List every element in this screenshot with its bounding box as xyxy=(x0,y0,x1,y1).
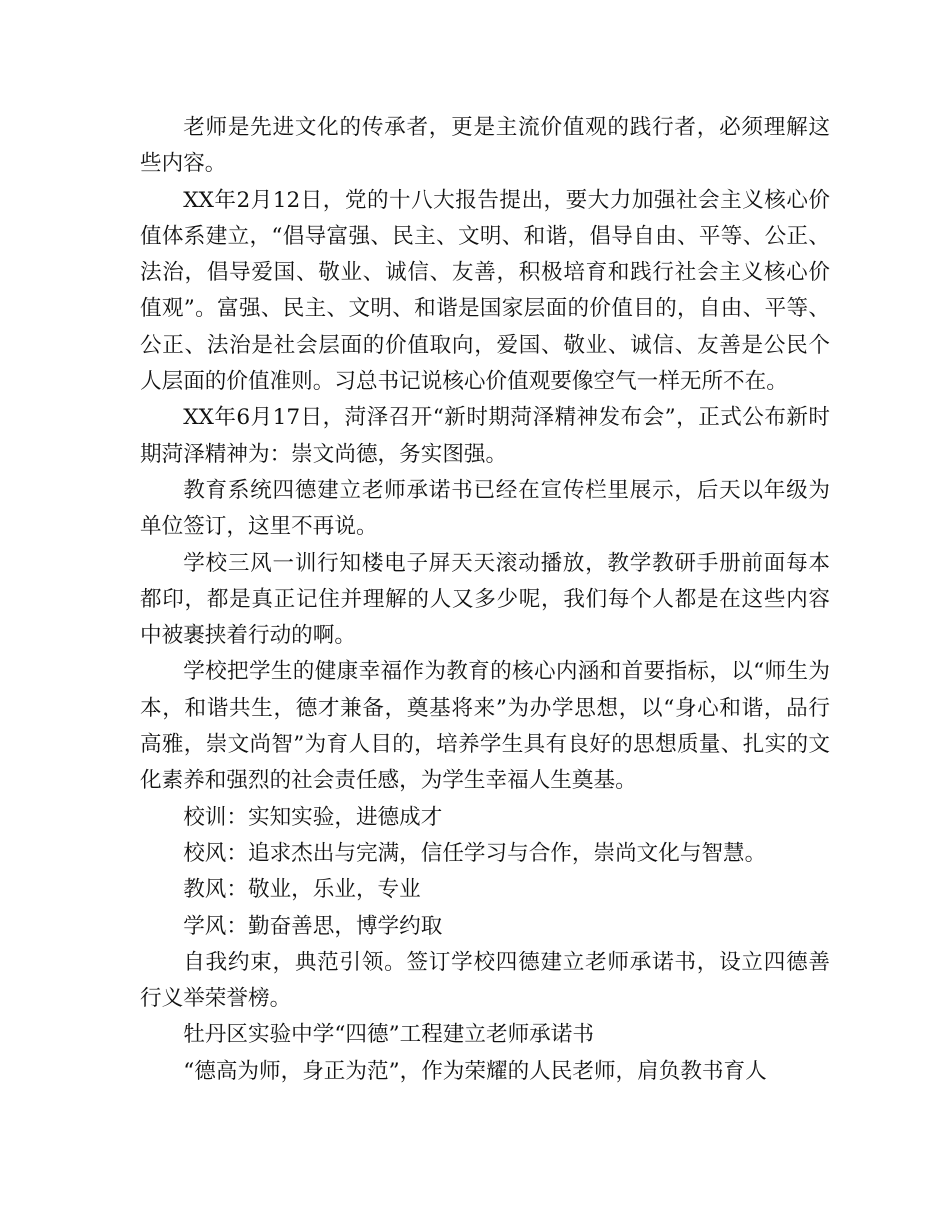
paragraph-school-philosophy: 学校把学生的健康幸福作为教育的核心内涵和首要指标，以“师生为本，和谐共生，德才兼备，奠基将来”为办学思想，以“身心和谐，品行高雅，崇文尚智”为育人目的，培养学生具有良好的思想质量、扎实的文化素养和强烈的社会责任感，为学生幸福人生奠基。 xyxy=(140,659,830,794)
paragraph-school-motto: 校训：实知实验，进德成才 xyxy=(183,804,443,830)
paragraph-heze-spirit: XX年6月17日，菏泽召开“新时期菏泽精神发布会”，正式公布新时期菏泽精神为：崇文尚德，务实图强。 xyxy=(140,405,830,467)
paragraph-teaching-style: 教风：敬业，乐业，专业 xyxy=(183,877,421,903)
paragraph-study-style: 学风：勤奋善思，博学约取 xyxy=(183,913,443,939)
paragraph-pledge-display: 教育系统四德建立老师承诺书已经在宣传栏里展示，后天以年级为单位签订，这里不再说。 xyxy=(140,477,830,540)
paragraph-self-discipline: 自我约束，典范引领。签订学校四德建立老师承诺书，设立四德善行义举荣誉榜。 xyxy=(140,949,830,1012)
paragraph-school-motto-display: 学校三风一训行知楼电子屏天天滚动播放，教学教研手册前面每本都印，都是真正记住并理解的人又多少呢，我们每个人都是在这些内容中被裹挟着行动的啊。 xyxy=(140,550,830,649)
paragraph-pledge-title: 牡丹区实验中学“四德”工程建立老师承诺书 xyxy=(183,1022,594,1048)
paragraph-school-ethos: 校风：追求杰出与完满，信任学习与合作，崇尚文化与智慧。 xyxy=(183,840,767,866)
paragraph-pledge-opening: “德高为师，身正为范”，作为荣耀的人民老师，肩负教书育人 xyxy=(183,1058,767,1084)
document-body xyxy=(140,110,830,1090)
paragraph-teacher-role: 老师是先进文化的传承者，更是主流价值观的践行者，必须理解这些内容。 xyxy=(140,115,830,177)
paragraph-core-values: XX年2月12日，党的十八大报告提出，要大力加强社会主义核心价值体系建立，“倡导富强、民主、文明、和谐，倡导自由、平等、公正、法治，倡导爱国、敬业、诚信、友善，积极培育和践行社会主义核心价值观”。富强、民主、文明、和谐是国家层面的价值目的，自由、平等、公正、法治是社会层面的价值取向，爱国、敬业、诚信、友善是公民个人层面的价值准则。习总书记说核心价值观要像空气一样无所不在。 xyxy=(140,187,830,395)
